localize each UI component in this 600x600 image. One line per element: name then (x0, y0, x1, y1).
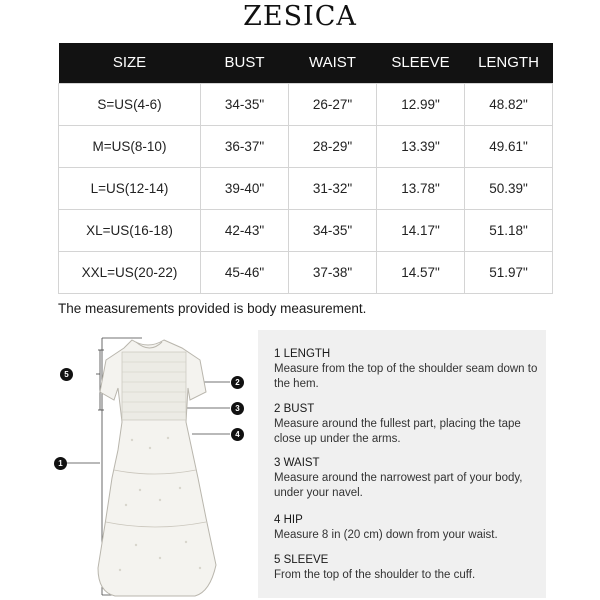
cell-length: 48.82" (465, 83, 553, 125)
cell-sleeve: 14.57" (377, 251, 465, 293)
dress-illustration (40, 330, 260, 600)
guide-length (274, 347, 544, 392)
guide-description: Measure from the top of the shoulder seam down to the hem. (274, 363, 538, 390)
guide-title: 3 WAIST (274, 457, 320, 469)
header-size: SIZE (59, 43, 201, 83)
guide-bust (274, 402, 544, 447)
cell-length: 50.39" (465, 167, 553, 209)
marker-1: 1 (54, 457, 67, 470)
guide-description: Measure around the fullest part, placing the tape close up under the arms. (274, 418, 521, 445)
guide-description: Measure 8 in (20 cm) down from your waist. (274, 529, 498, 541)
cell-bust: 45-46" (201, 251, 289, 293)
cell-sleeve: 13.39" (377, 125, 465, 167)
cell-bust: 34-35" (201, 83, 289, 125)
guide-hip (274, 513, 544, 543)
guide-description: Measure around the narrowest part of your body, under your navel. (274, 472, 523, 499)
cell-size: L=US(12-14) (59, 167, 201, 209)
cell-sleeve: 14.17" (377, 209, 465, 251)
cell-length: 49.61" (465, 125, 553, 167)
guide-title: 5 SLEEVE (274, 554, 329, 566)
cell-bust: 36-37" (201, 125, 289, 167)
guide-title: 2 BUST (274, 403, 315, 415)
measurement-note: The measurements provided is body measurement. (58, 301, 367, 316)
table-row (59, 209, 553, 251)
cell-size: XXL=US(20-22) (59, 251, 201, 293)
marker-5: 5 (60, 368, 73, 381)
header-bust: BUST (201, 43, 289, 83)
cell-waist: 28-29" (289, 125, 377, 167)
cell-size: S=US(4-6) (59, 83, 201, 125)
cell-size: XL=US(16-18) (59, 209, 201, 251)
header-waist: WAIST (289, 43, 377, 83)
table-row (59, 251, 553, 293)
table-header-row (59, 43, 553, 83)
marker-3: 3 (231, 402, 244, 415)
cell-length: 51.97" (465, 251, 553, 293)
header-sleeve: SLEEVE (377, 43, 465, 83)
dress-icon (40, 330, 260, 600)
cell-waist: 37-38" (289, 251, 377, 293)
cell-waist: 34-35" (289, 209, 377, 251)
table-row (59, 83, 553, 125)
marker-2: 2 (231, 376, 244, 389)
table-row (59, 125, 553, 167)
table-row (59, 167, 553, 209)
brand-logo: ZESICA (243, 1, 357, 32)
header-length: LENGTH (465, 43, 553, 83)
cell-sleeve: 12.99" (377, 83, 465, 125)
guide-waist (274, 456, 544, 501)
guide-sleeve (274, 553, 544, 583)
size-chart-table (58, 43, 553, 294)
cell-sleeve: 13.78" (377, 167, 465, 209)
cell-size: M=US(8-10) (59, 125, 201, 167)
guide-description: From the top of the shoulder to the cuff. (274, 569, 476, 581)
guide-title: 1 LENGTH (274, 348, 331, 360)
marker-4: 4 (231, 428, 244, 441)
cell-bust: 39-40" (201, 167, 289, 209)
guide-title: 4 HIP (274, 514, 303, 526)
cell-bust: 42-43" (201, 209, 289, 251)
cell-waist: 31-32" (289, 167, 377, 209)
cell-length: 51.18" (465, 209, 553, 251)
cell-waist: 26-27" (289, 83, 377, 125)
